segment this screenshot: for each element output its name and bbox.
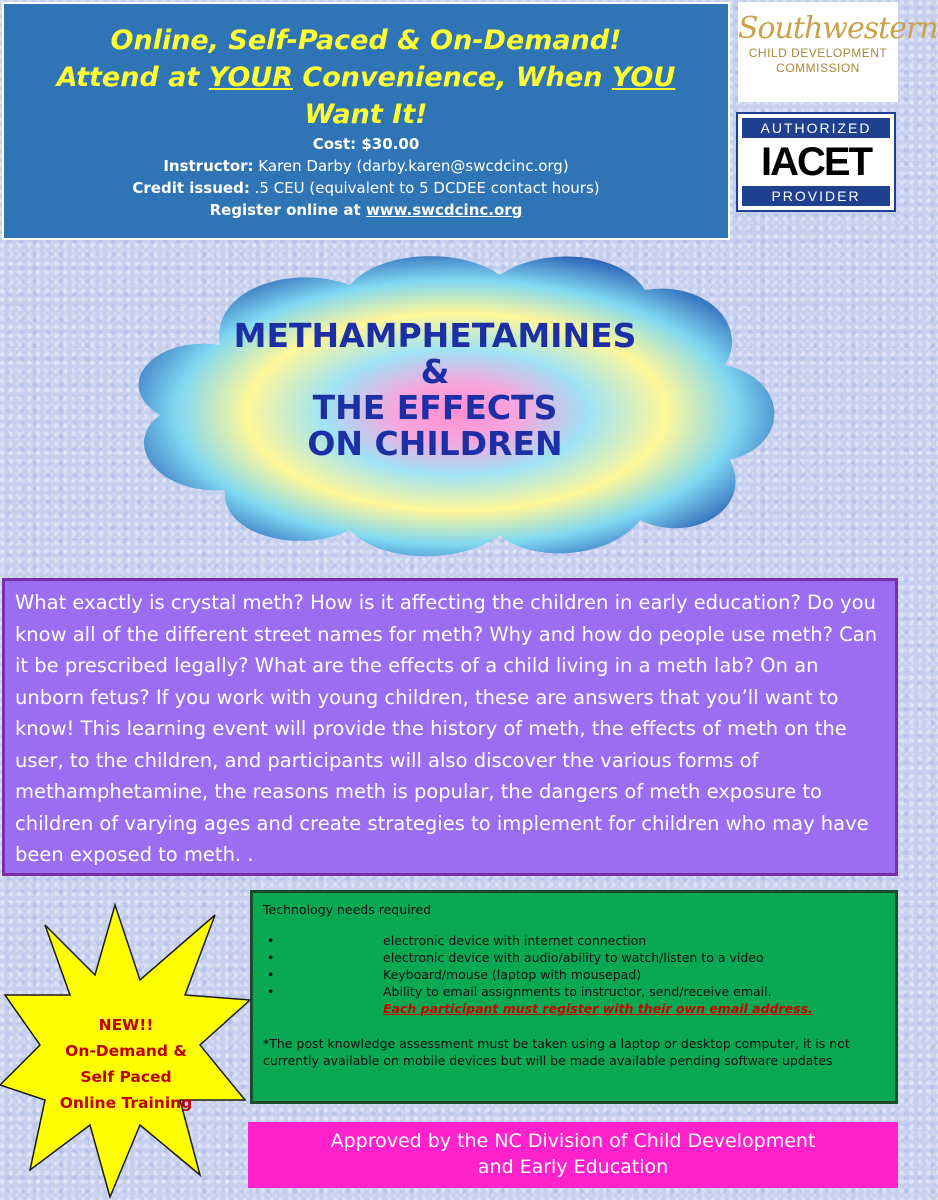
course-title [170, 318, 700, 462]
iacet-provider: PROVIDER [742, 186, 890, 206]
approved-line-2: and Early Education [477, 1156, 669, 1178]
headline-attend [4, 59, 728, 96]
instructor-label: Instructor: [163, 157, 254, 175]
bullet-icon: • [267, 950, 275, 965]
tech-item [263, 983, 885, 1000]
headline-your: YOUR [208, 62, 293, 93]
southwestern-logo [738, 2, 938, 102]
headline-you: YOU [611, 62, 676, 93]
register-link[interactable]: www.swcdcinc.org [365, 201, 523, 219]
approved-line-1: Approved by the NC Division of Child Development [330, 1130, 816, 1152]
credit-line [4, 177, 728, 199]
headline-want-it: Want It! [304, 99, 428, 130]
tech-item [263, 949, 885, 966]
title-line-4: ON CHILDREN [307, 424, 563, 463]
tech-list [263, 932, 885, 1017]
tech-item [263, 966, 885, 983]
cost-line [4, 133, 728, 155]
burst-line-3: Self Paced [80, 1068, 172, 1086]
headline-online: Online, Self-Paced & On-Demand! [110, 25, 622, 56]
southwestern-logo-script: Southwestern [738, 11, 938, 46]
course-header-box [2, 2, 730, 240]
title-line-1: METHAMPHETAMINES [233, 316, 637, 355]
iacet-word: IACET [761, 140, 871, 184]
title-line-3: THE EFFECTS [312, 388, 558, 427]
tech-item-text: electronic device with internet connection [383, 933, 647, 948]
cost-text: Cost: $30.00 [312, 135, 420, 153]
instructor-value: Karen Darby (darby.karen@swcdcinc.org) [253, 157, 569, 175]
starburst-text [40, 1012, 212, 1116]
burst-line-2: On-Demand & [65, 1042, 187, 1060]
iacet-authorized: AUTHORIZED [742, 118, 890, 138]
description-text: What exactly is crystal meth? How is it affecting the children in early education? Do you know all of the different street names for meth? Why and how do people use meth? Can it be prescribed legally? What are the effects of a child living in a meth lab? On an unborn fetus? If you work with young children, these are answers that you’ll want to know! This learning event will provide the history of meth, the effects of meth on the user, to the children, and participants will also discover the various forms of methamphetamine, the reasons meth is popular, the dangers of meth exposure to children of varying ages and create strategies to implement for children who may have been exposed to meth. . [15, 591, 878, 866]
technology-box [250, 890, 898, 1104]
headline-attend-mid: Convenience, When [293, 62, 612, 93]
credit-value: .5 CEU (equivalent to 5 DCDEE contact hours) [249, 179, 600, 197]
bullet-icon: • [267, 967, 275, 982]
approved-banner [248, 1122, 898, 1188]
tech-item [263, 932, 885, 949]
tech-note: *The post knowledge assessment must be taken using a laptop or desktop computer, it is not currently available on mobile devices but will be made available pending software updates [263, 1036, 850, 1068]
tech-item-text: Keyboard/mouse (laptop with mousepad) [383, 967, 642, 982]
register-line [4, 199, 728, 221]
tech-heading: Technology needs required [263, 902, 432, 917]
southwestern-logo-line-1: CHILD DEVELOPMENT [748, 46, 888, 60]
burst-line-1: NEW!! [98, 1016, 154, 1034]
burst-line-4: Online Training [59, 1094, 193, 1112]
tech-item-text: Ability to email assignments to instructor, send/receive email. [383, 984, 772, 999]
credit-label: Credit issued: [132, 179, 250, 197]
headline-attend-pre: Attend at [56, 62, 209, 93]
tech-item-text: electronic device with audio/ability to watch/listen to a video [383, 950, 764, 965]
instructor-line [4, 155, 728, 177]
bullet-icon: • [267, 933, 275, 948]
description-box [2, 578, 898, 876]
bullet-icon: • [267, 984, 275, 999]
southwestern-logo-line-2: COMMISSION [776, 61, 860, 75]
register-pre: Register online at [209, 201, 366, 219]
tech-warning: Each participant must register with their own email address. [383, 1001, 813, 1016]
iacet-logo [736, 112, 896, 212]
title-line-2: & [420, 352, 450, 391]
